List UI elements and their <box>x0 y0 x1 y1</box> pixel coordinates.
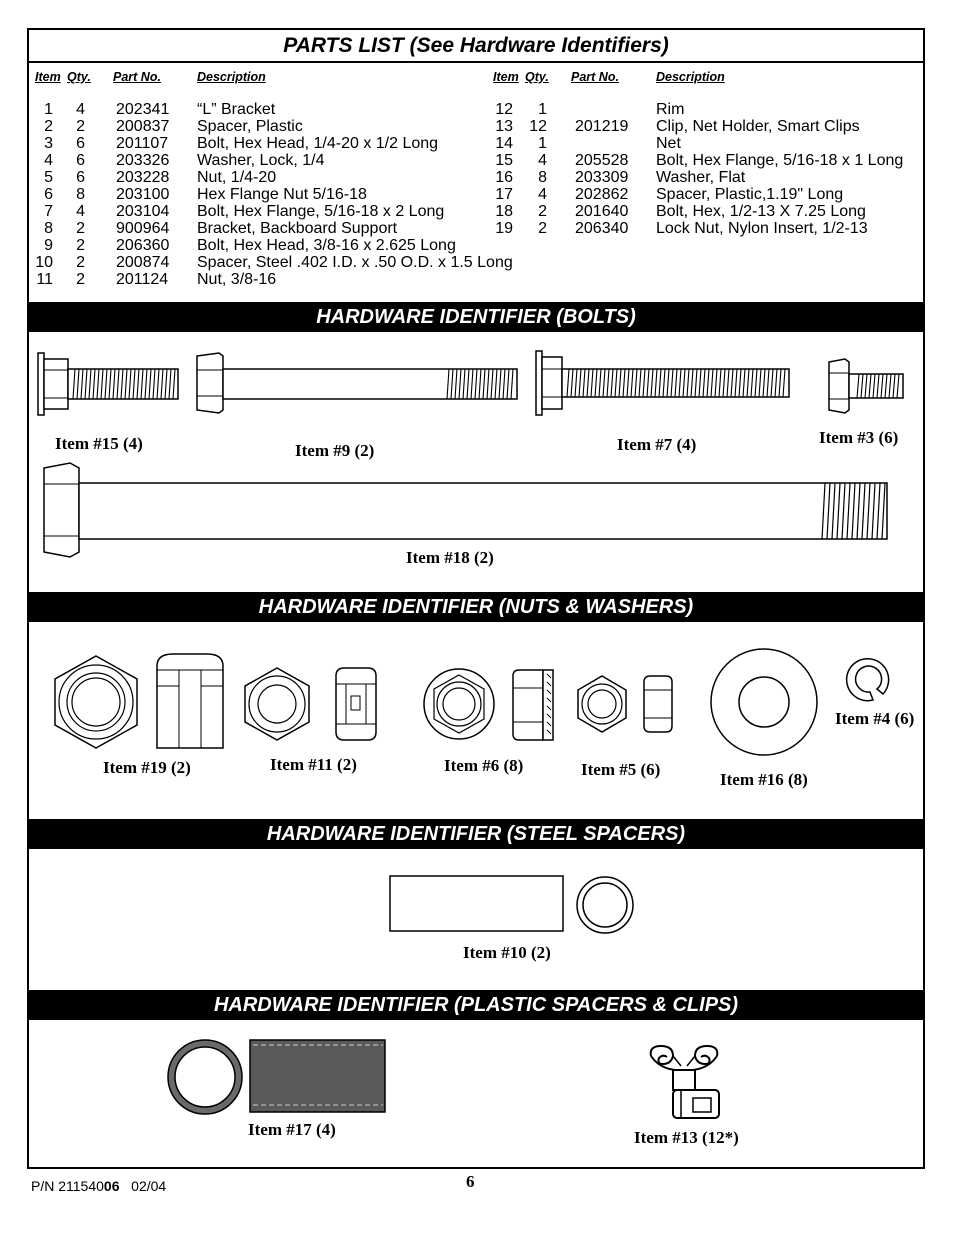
parts-list-cell-item: 14 <box>495 135 513 152</box>
parts-list-cell-desc: Nut, 1/4-20 <box>197 169 277 186</box>
parts-list-cell-item: 1 <box>44 101 53 118</box>
parts-list-cell-qty: 12 <box>529 118 547 135</box>
footer-date: 02/04 <box>131 1178 167 1194</box>
parts-list-cell-desc: Bolt, Hex Flange, 5/16-18 x 2 Long <box>197 203 445 220</box>
parts-list-cell-desc: Clip, Net Holder, Smart Clips <box>656 118 860 135</box>
parts-list-cell-item: 13 <box>495 118 513 135</box>
parts-list-cell-desc: Net <box>656 135 681 152</box>
parts-list-cell-qty: 1 <box>538 135 547 152</box>
label-item-10: Item #10 (2) <box>463 943 551 962</box>
nut-item-5-side-drawing <box>642 674 674 734</box>
parts-list-cell-part: 206340 <box>575 220 629 237</box>
parts-list-cell-part: 202862 <box>575 186 629 203</box>
parts-list-cell-item: 18 <box>495 203 513 220</box>
label-item-7: Item #7 (4) <box>617 435 697 454</box>
parts-list-cell-qty: 1 <box>538 101 547 118</box>
label-item-16: Item #16 (8) <box>720 770 808 789</box>
parts-list-cell-item: 12 <box>495 101 513 118</box>
parts-list-cell-qty: 8 <box>538 169 547 186</box>
label-item-5: Item #5 (6) <box>581 760 661 779</box>
parts-list-cell-part: 203309 <box>575 169 629 186</box>
bolt-item-9-drawing <box>195 352 521 414</box>
parts-list-cell-qty: 6 <box>76 169 85 186</box>
label-item-9: Item #9 (2) <box>295 441 375 460</box>
label-item-13: Item #13 (12*) <box>634 1128 739 1147</box>
parts-list-cell-desc: Bolt, Hex Flange, 5/16-18 x 1 Long <box>656 152 904 169</box>
parts-list-cell-desc: “L” Bracket <box>197 101 276 118</box>
parts-list-cell-item: 11 <box>36 271 53 288</box>
label-item-6: Item #6 (8) <box>444 756 524 775</box>
parts-list-cell-part: 205528 <box>575 152 629 169</box>
label-item-4: Item #4 (6) <box>835 709 915 728</box>
parts-list-cell-item: 7 <box>44 203 53 220</box>
parts-list-cell-item: 2 <box>44 118 53 135</box>
parts-list-cell-qty: 4 <box>538 152 547 169</box>
parts-list-cell-qty: 2 <box>76 220 85 237</box>
label-item-17: Item #17 (4) <box>248 1120 336 1139</box>
footer-pn-prefix: P/N 211540 <box>31 1178 104 1194</box>
parts-list-cell-item: 19 <box>495 220 513 237</box>
parts-list-cell-qty: 4 <box>76 203 85 220</box>
parts-list-cell-part: 201219 <box>575 118 629 135</box>
page-number: 6 <box>466 1172 475 1191</box>
parts-list-cell-item: 3 <box>44 135 53 152</box>
parts-list-cell-part: 201124 <box>116 271 169 288</box>
bolts-section-title: HARDWARE IDENTIFIER (BOLTS) <box>29 302 923 332</box>
parts-list-cell-part: 201640 <box>575 203 629 220</box>
bolt-item-18-drawing <box>42 462 892 558</box>
parts-list-cell-qty: 6 <box>76 152 85 169</box>
parts-list-cell-qty: 2 <box>76 254 85 271</box>
parts-list-cell-part: 203100 <box>116 186 170 203</box>
parts-list-cell-part: 206360 <box>116 237 170 254</box>
parts-list-cell-desc: Nut, 3/8-16 <box>197 271 277 288</box>
label-item-18: Item #18 (2) <box>406 548 494 567</box>
header-partno-left: Part No. <box>113 70 161 84</box>
nut-item-19-front-drawing <box>53 654 139 750</box>
nut-item-11-front-drawing <box>243 666 311 742</box>
parts-list-cell-qty: 6 <box>76 135 85 152</box>
parts-list-cell-item: 17 <box>495 186 513 203</box>
parts-list-cell-item: 15 <box>495 152 513 169</box>
nut-item-6-front-drawing <box>422 666 496 742</box>
parts-list-cell-desc: Rim <box>656 101 685 118</box>
nut-item-5-front-drawing <box>576 674 628 734</box>
parts-list-cell-part: 203104 <box>116 203 170 220</box>
steel-spacers-section-title: HARDWARE IDENTIFIER (STEEL SPACERS) <box>29 819 923 849</box>
bolt-item-7-drawing <box>535 350 793 416</box>
bolt-item-3-drawing <box>827 358 907 414</box>
parts-list-cell-item: 5 <box>44 169 53 186</box>
parts-list-cell-part: 200874 <box>116 254 170 271</box>
page-frame <box>27 28 925 1169</box>
parts-list-cell-qty: 2 <box>76 118 85 135</box>
label-item-19: Item #19 (2) <box>103 758 191 777</box>
header-partno-right: Part No. <box>571 70 619 84</box>
parts-list-cell-qty: 4 <box>76 101 85 118</box>
parts-list-cell-item: 6 <box>44 186 53 203</box>
nuts-washers-section-title: HARDWARE IDENTIFIER (NUTS & WASHERS) <box>29 592 923 622</box>
plastic-spacers-clips-section-title: HARDWARE IDENTIFIER (PLASTIC SPACERS & CLIPS) <box>29 990 923 1020</box>
lock-washer-item-4-drawing <box>843 658 891 704</box>
header-desc-right: Description <box>656 70 725 84</box>
parts-list-cell-desc: Washer, Lock, 1/4 <box>197 152 325 169</box>
parts-list-cell-item: 9 <box>44 237 53 254</box>
header-qty-left: Qty. <box>67 70 91 84</box>
footer-part-number <box>31 1178 166 1194</box>
plastic-spacer-item-17-side-drawing <box>249 1039 387 1113</box>
parts-list-cell-part: 203228 <box>116 169 170 186</box>
header-qty-right: Qty. <box>525 70 549 84</box>
parts-list-cell-item: 4 <box>44 152 53 169</box>
nut-item-6-side-drawing <box>511 668 557 742</box>
parts-list-cell-desc: Spacer, Steel .402 I.D. x .50 O.D. x 1.5 Long <box>197 254 513 271</box>
parts-list-cell-part: 202341 <box>116 101 170 118</box>
parts-list-cell-part: 200837 <box>116 118 170 135</box>
parts-list-cell-qty: 2 <box>538 220 547 237</box>
label-item-3: Item #3 (6) <box>819 428 899 447</box>
steel-spacer-item-10-end-drawing <box>575 875 635 935</box>
parts-list-cell-desc: Hex Flange Nut 5/16-18 <box>197 186 367 203</box>
washer-item-16-drawing <box>709 644 819 760</box>
parts-list-cell-item: 8 <box>44 220 53 237</box>
header-item-left: Item <box>35 70 61 84</box>
parts-list-cell-part: 201107 <box>116 135 169 152</box>
nut-item-11-side-drawing <box>334 666 378 742</box>
parts-list-cell-item: 16 <box>495 169 513 186</box>
parts-list-cell-desc: Bracket, Backboard Support <box>197 220 398 237</box>
parts-list-cell-qty: 2 <box>76 237 85 254</box>
parts-list-cell-qty: 2 <box>76 271 85 288</box>
label-item-11: Item #11 (2) <box>270 755 357 774</box>
footer-pn-bold: 06 <box>103 1178 120 1194</box>
nut-item-19-side-drawing <box>153 652 227 750</box>
parts-list-cell-qty: 4 <box>538 186 547 203</box>
parts-list-cell-part: 900964 <box>116 220 170 237</box>
parts-list-cell-desc: Bolt, Hex Head, 3/8-16 x 2.625 Long <box>197 237 456 254</box>
steel-spacer-item-10-side-drawing <box>389 875 565 933</box>
parts-list-cell-qty: 8 <box>76 186 85 203</box>
parts-list-cell-desc: Lock Nut, Nylon Insert, 1/2-13 <box>656 220 868 237</box>
parts-list-cell-desc: Bolt, Hex Head, 1/4-20 x 1/2 Long <box>197 135 439 152</box>
bolt-item-15-drawing <box>37 352 182 416</box>
parts-list-title: PARTS LIST (See Hardware Identifiers) <box>29 30 923 63</box>
plastic-spacer-item-17-end-drawing <box>166 1038 244 1116</box>
parts-list-cell-desc: Spacer, Plastic,1.19" Long <box>656 186 844 203</box>
header-desc-left: Description <box>197 70 266 84</box>
parts-list-cell-qty: 2 <box>538 203 547 220</box>
label-item-15: Item #15 (4) <box>55 434 143 453</box>
parts-list-cell-desc: Bolt, Hex, 1/2-13 X 7.25 Long <box>656 203 866 220</box>
header-item-right: Item <box>493 70 519 84</box>
parts-list-cell-item: 10 <box>35 254 53 271</box>
parts-list-cell-desc: Spacer, Plastic <box>197 118 303 135</box>
parts-list-cell-desc: Washer, Flat <box>656 169 746 186</box>
net-clip-item-13-drawing <box>645 1044 723 1122</box>
parts-list-cell-part: 203326 <box>116 152 170 169</box>
